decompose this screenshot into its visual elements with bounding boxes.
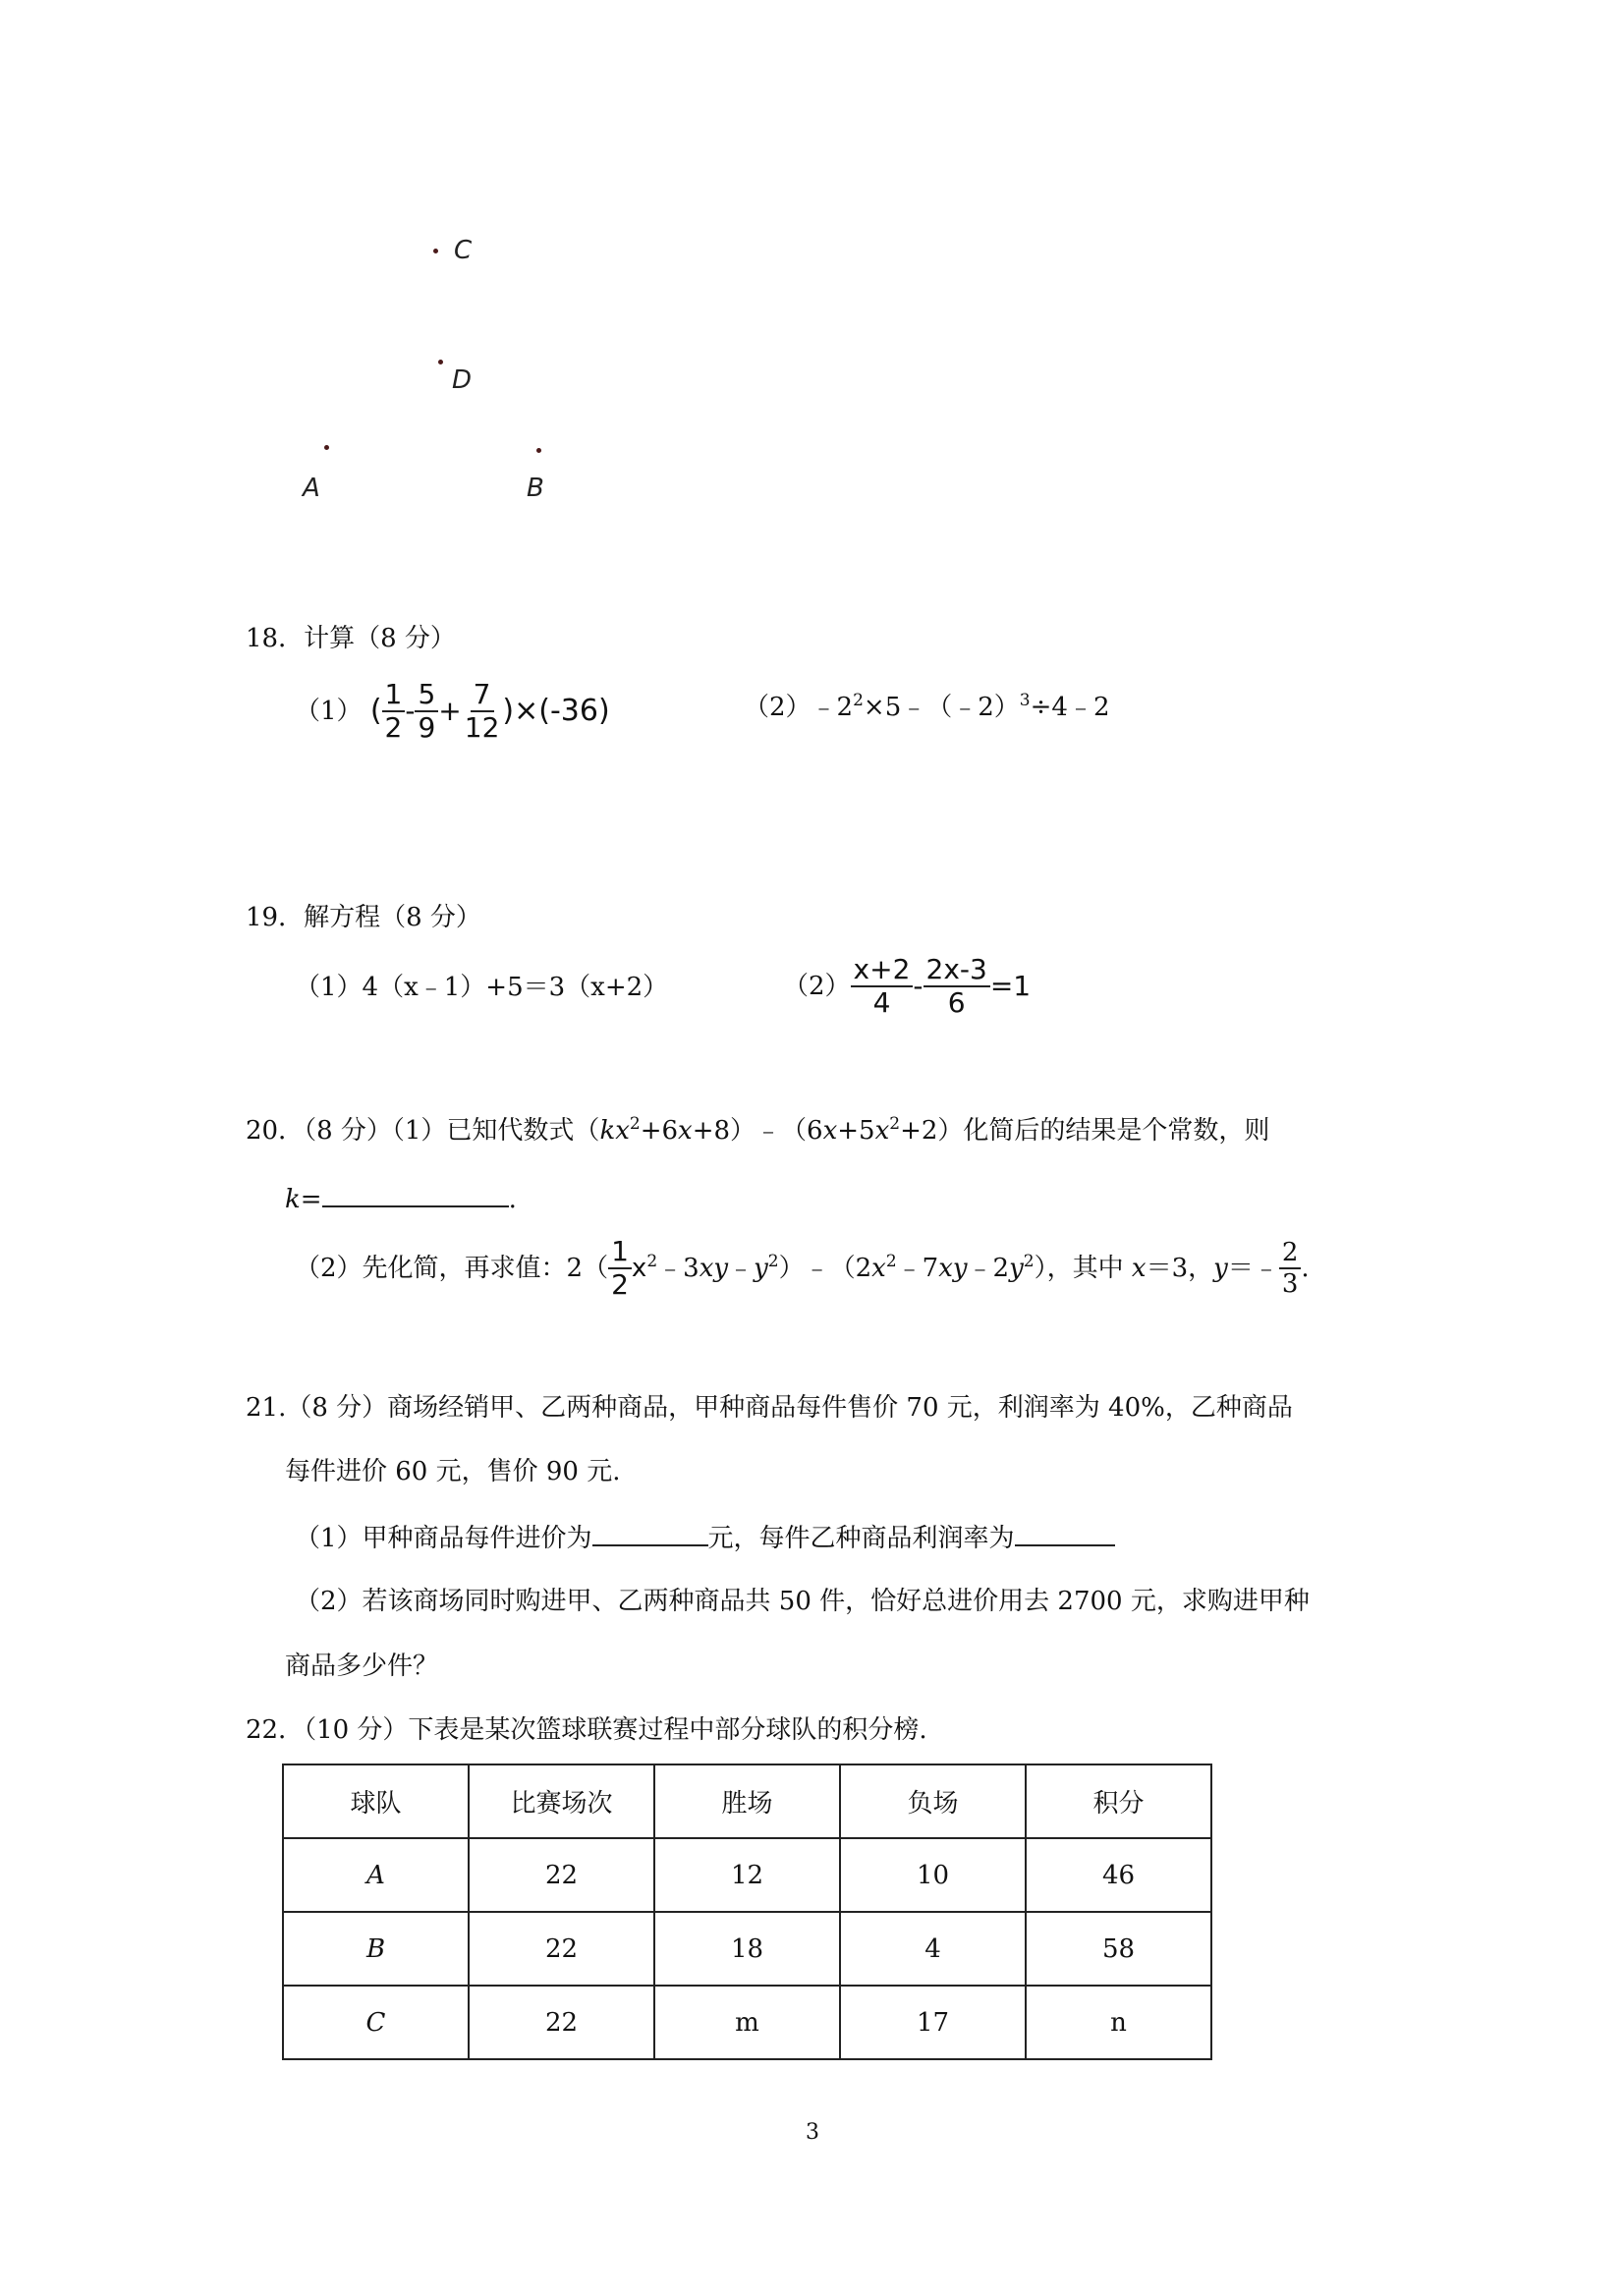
q18-part2-expr-c: ÷4﹣2 [1030,693,1110,722]
q19-part2 [783,953,1032,1019]
q18-part2-label: （2） [744,693,812,722]
q20-x-1: x [678,1116,693,1146]
q19-minus: - [913,970,923,1002]
point-d-label: D [452,365,473,395]
point-c-dot [433,249,438,253]
q20-answer-blank[interactable] [322,1184,509,1207]
q18-part1 [295,678,610,744]
q18-fraction-1-num: 1 [382,681,406,712]
point-d-dot [438,360,443,364]
q18-minus: - [405,695,416,727]
q18-fraction-2 [415,678,438,744]
q20-text-c: +6 [640,1116,679,1146]
q20-p2-end: . [1301,1254,1310,1283]
q19-part1: （1）4（x﹣1）+5＝3（x+2） [295,973,669,1002]
table-cell: 17 [840,1986,1026,2059]
table-cell: 22 [469,1912,654,1986]
q18-fraction-3 [462,678,503,744]
q18-fraction-1-den: 2 [384,711,403,744]
table-cell: 46 [1026,1838,1211,1912]
q20-x-2: x [822,1116,838,1146]
table-cell: 18 [654,1912,840,1986]
q20-part2 [295,1235,1310,1301]
q21-p1-a: （1）甲种商品每件进价为 [295,1524,592,1553]
q20-p2-sup-4: 2 [1023,1252,1035,1271]
q20-p2-xy: xy [699,1254,729,1283]
q18-fraction-3-num: 7 [471,681,494,712]
table-row [283,1912,1211,1986]
table-cell: 22 [469,1838,654,1912]
q20-k: k [285,1185,301,1214]
q20-p2-sup-3: 2 [885,1252,897,1271]
q20-p2-sup-1: 2 [646,1252,658,1271]
q20-p2-y2: y [1009,1254,1024,1283]
q20-p2-e: ﹣7 [896,1254,939,1283]
q20-p2-c: ﹣ [728,1254,755,1283]
q20-sup-1: 2 [629,1114,641,1134]
q18-fraction-2-den: 9 [418,711,436,744]
table-cell: 58 [1026,1912,1211,1986]
q20-fraction-value-den: 3 [1281,1269,1299,1299]
point-b-dot [536,448,541,453]
q19-fraction-1-num: x+2 [851,956,914,987]
q21-line2: 每件进价 60 元，售价 90 元. [285,1457,621,1486]
q20-p2-f: ﹣2 [967,1254,1010,1283]
q20-fraction-half-den: 2 [611,1268,629,1301]
table-cell: 12 [654,1838,840,1912]
q18-fraction-1 [382,678,406,744]
q18-part2-exp-b: 3 [1019,691,1031,710]
q19-fraction-1-den: 4 [872,986,891,1019]
q20-p2-h: ＝3， [1146,1254,1214,1283]
q18-fraction-2-num: 5 [415,681,438,712]
q20-p2-d: ）﹣（2 [778,1254,872,1283]
q18-open-paren: ( [369,694,382,728]
q18-part2 [744,691,1110,722]
q18-part1-label: （1） [295,697,363,726]
q20-p2-y: y [754,1254,768,1283]
team-cell: B [283,1912,469,1986]
table-row [283,1986,1211,2059]
table-cell: 4 [840,1912,1026,1986]
q21-part1 [295,1523,1115,1551]
q19-fraction-2-num: 2x-3 [923,956,990,987]
q20-kx: kx [599,1116,630,1146]
q20-p2-i: ＝﹣ [1227,1254,1279,1283]
q21-part2-line2: 商品多少件？ [285,1652,439,1681]
q20-p2-xv: x [1131,1254,1147,1283]
q18-fraction-3-den: 12 [464,711,500,744]
q20-p2-x2: x [871,1254,886,1283]
header-cell: 负场 [840,1764,1026,1838]
q21-blank-profit-rate[interactable] [1015,1523,1115,1546]
q18-part2-expr-a: ﹣2 [811,693,854,722]
q20-fraction-value [1279,1240,1302,1297]
q21-p1-b: 元，每件乙种商品利润率为 [707,1524,1015,1553]
header-cell: 比赛场次 [469,1764,654,1838]
q20-fraction-half-num: 1 [608,1238,632,1269]
page-number: 3 [806,2120,819,2145]
q22-heading: 22．（10 分）下表是某次篮球联赛过程中部分球队的积分榜. [246,1715,927,1745]
q20-p2-yv: y [1213,1254,1228,1283]
q18-part2-exp-a: 2 [853,691,864,710]
q19-part2-label: （2） [783,972,851,1001]
header-cell: 胜场 [654,1764,840,1838]
q19-heading: 19．解方程（8 分） [246,903,481,932]
q19-fraction-2-den: 6 [947,986,966,1019]
q20-p2-g: ），其中 [1034,1254,1132,1283]
q19-fraction-1 [851,953,914,1019]
point-a-label: A [303,474,320,503]
table-header-row [283,1764,1211,1838]
q20-x-3: x [874,1116,890,1146]
standings-table [282,1764,1212,2060]
q20-p2-b: ﹣3 [657,1254,700,1283]
q21-line1: 21.（8 分）商场经销甲、乙两种商品，甲种商品每件售价 70 元，利润率为 40%，乙种商品 [246,1393,1293,1423]
point-c-label: C [454,236,473,265]
q18-heading: 18．计算（8 分） [246,624,456,653]
q20-p2-expr [632,1254,1279,1283]
q20-text-i: +2）化简后的结果是个常数，则 [900,1116,1270,1146]
q20-text-g: +5 [837,1116,875,1146]
q21-blank-cost[interactable] [592,1523,708,1546]
point-a-dot [324,445,329,450]
q18-plus: + [438,695,462,727]
q18-part1-tail: )×(-36) [502,694,610,728]
header-cell: 积分 [1026,1764,1211,1838]
table-row [283,1838,1211,1912]
q20-line1 [246,1114,1270,1146]
team-cell: C [283,1986,469,2059]
q19-part2-tail: =1 [989,970,1032,1002]
q20-equals: = [300,1185,322,1214]
q20-p2-x: x [631,1254,647,1283]
q20-period: . [508,1185,517,1214]
table-cell: n [1026,1986,1211,2059]
q20-fraction-half [608,1235,632,1301]
table-cell: 22 [469,1986,654,2059]
point-b-label: B [527,474,544,503]
table-cell: m [654,1986,840,2059]
q19-fraction-2 [923,953,990,1019]
header-cell: 球队 [283,1764,469,1838]
q18-part2-expr-b: ×5﹣（﹣2） [863,693,1020,722]
q20-line2 [285,1184,517,1212]
q20-p2-a: （2）先化简，再求值：2（ [295,1254,609,1283]
q20-p2-sup-2: 2 [767,1252,779,1271]
table-cell: 10 [840,1838,1026,1912]
q20-text-e: +8）﹣（6 [692,1116,823,1146]
q20-sup-2: 2 [889,1114,901,1134]
q20-fraction-value-num: 2 [1279,1240,1302,1269]
q20-p2-xy2: xy [938,1254,968,1283]
q21-part2-line1: （2）若该商场同时购进甲、乙两种商品共 50 件，恰好总进价用去 2700 元，求购进甲种 [295,1587,1310,1616]
q20-text-a: 20．（8 分）（1）已知代数式（ [246,1116,600,1146]
team-cell: A [283,1838,469,1912]
